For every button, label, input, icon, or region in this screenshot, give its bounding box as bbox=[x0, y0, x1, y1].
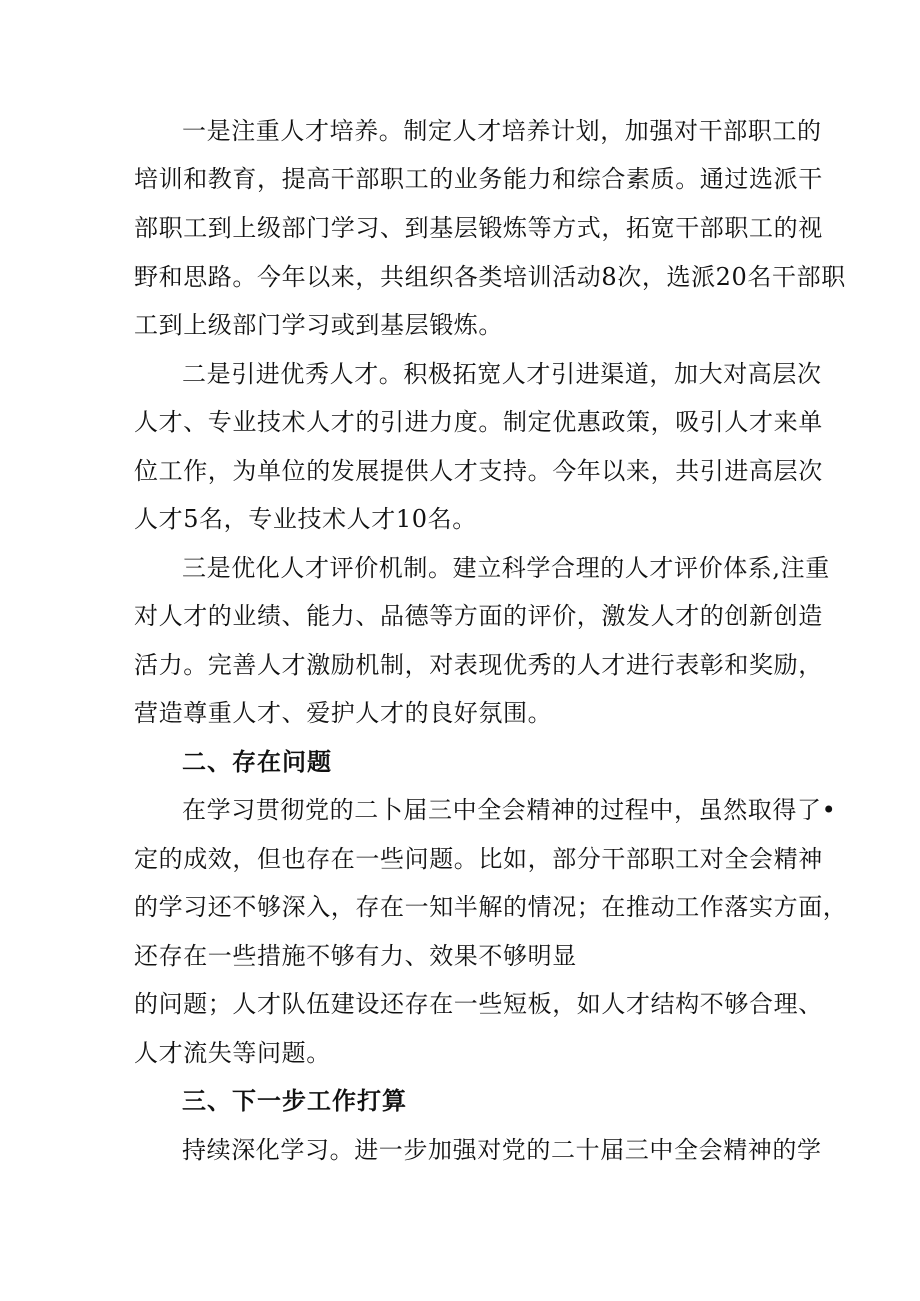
text-line: 人才、专业技术人才的引进力度。制定优惠政策，吸引人才来单 bbox=[134, 408, 823, 436]
text-line: 工到上级部门学习或到基层锻炼。 bbox=[134, 311, 503, 339]
text-line: 在学习贯彻党的二卜届三中全会精神的过程中，虽然取得了• bbox=[182, 796, 837, 824]
text-line: 持续深化学习。进一步加强对党的二十届三中全会精神的学 bbox=[182, 1136, 822, 1164]
text-line: 部职工到上级部门学习、到基层锻炼等方式，拓宽干部职工的视 bbox=[134, 214, 823, 242]
text-line: 的学习还不够深入，存在一知半解的情况；在推动工作落实方面， bbox=[134, 893, 848, 921]
text-line: 的问题；人才队伍建设还存在一些短板，如人才结构不够合理、 bbox=[134, 990, 823, 1018]
text-line: 野和思路。今年以来，共组织各类培训活动8次，选派20名干部职 bbox=[134, 263, 846, 291]
text-line: 二是引进优秀人才。积极拓宽人才引进渠道，加大对高层次 bbox=[182, 360, 822, 388]
text-line: 人才5名，专业技术人才10名。 bbox=[134, 505, 477, 533]
text-line: 三是优化人才评价机制。建立科学合理的人才评价体系,注重 bbox=[182, 554, 830, 582]
text-line: 定的成效，但也存在一些问题。比如，部分干部职工对全会精神 bbox=[134, 845, 823, 873]
text-line: 活力。完善人才激励机制，对表现优秀的人才进行表彰和奖励， bbox=[134, 651, 823, 679]
text-line: 营造尊重人才、爱护人才的良好氛围。 bbox=[134, 699, 553, 727]
text-line: 一是注重人才培养。制定人才培养计划，加强对干部职工的 bbox=[182, 117, 822, 145]
section-heading-problems: 二、存在问题 bbox=[182, 748, 332, 776]
text-line: 还存在一些措施不够有力、效果不够明显 bbox=[134, 942, 577, 970]
section-heading-next-steps: 三、下一步工作打算 bbox=[182, 1087, 407, 1115]
text-line: 对人才的业绩、能力、品德等方面的评价，激发人才的创新创造 bbox=[134, 602, 823, 630]
text-line: 培训和教育，提高干部职工的业务能力和综合素质。通过选派干 bbox=[134, 165, 823, 193]
text-line: 人才流失等问题。 bbox=[134, 1039, 331, 1067]
text-line: 位工作，为单位的发展提供人才支持。今年以来，共引进高层次 bbox=[134, 457, 823, 485]
